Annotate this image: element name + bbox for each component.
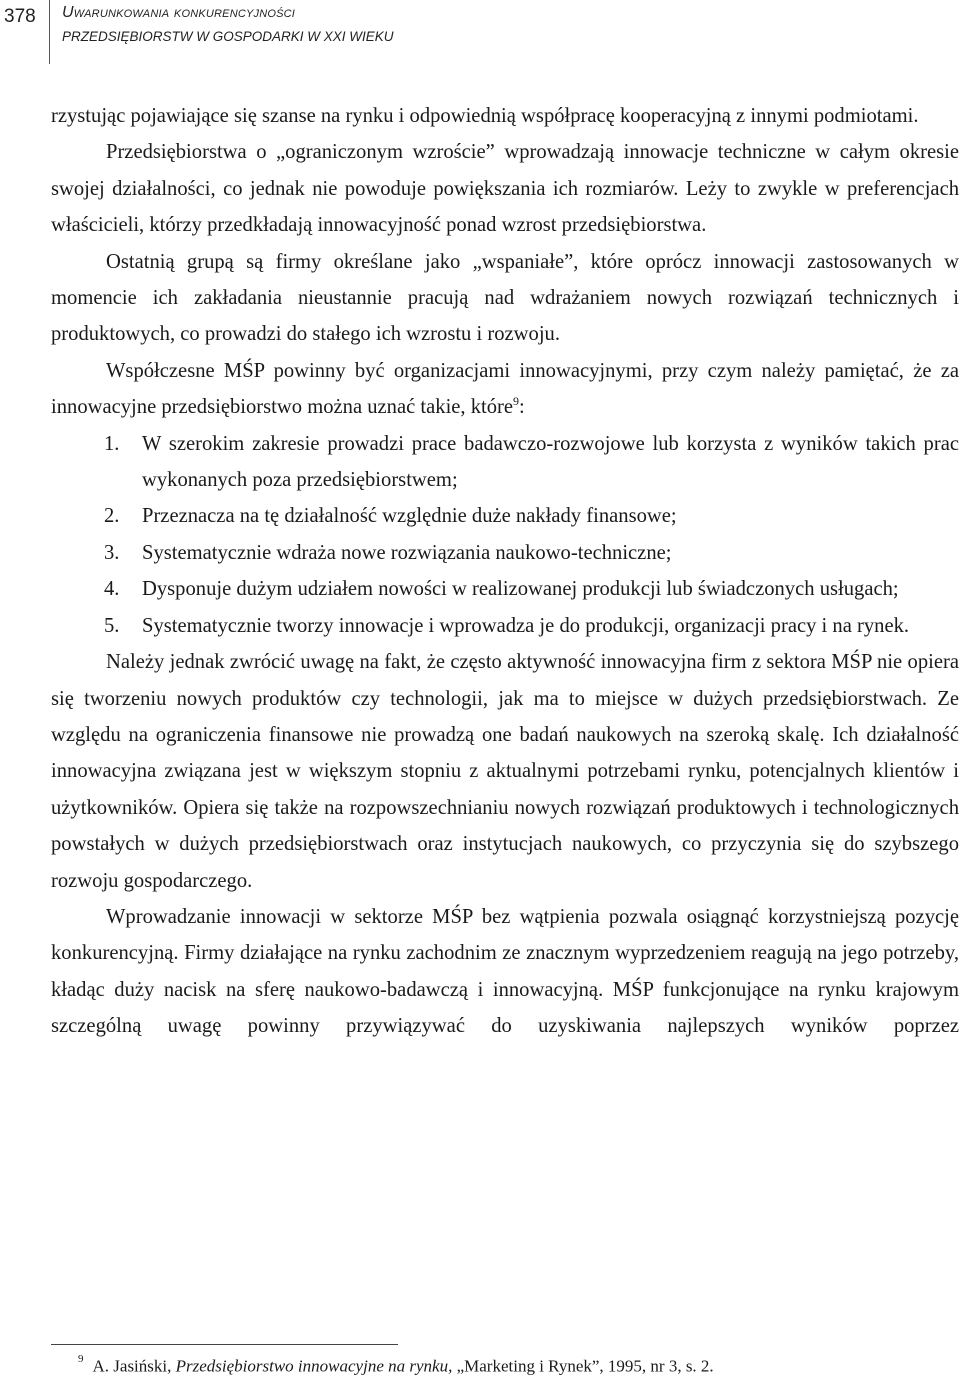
list-item <box>51 608 959 644</box>
footnote-source: „Marketing i Rynek”, 1995, nr 3, s. 2. <box>456 1356 714 1376</box>
list-text: W szerokim zakresie prowadzi prace badawczo-rozwojowe lub korzysta z wyników takich prac wykonanych poza przedsiębiorstwem; <box>142 432 959 492</box>
paragraph <box>51 353 959 426</box>
footnote <box>78 1351 938 1378</box>
list-text: Dysponuje dużym udziałem nowości w realizowanej produkcji lub świadczonych usługach; <box>142 578 899 601</box>
running-header <box>0 0 960 64</box>
header-divider <box>49 0 50 64</box>
paragraph: Ostatnią grupą są firmy określane jako „wspaniałe”, które oprócz innowacji zastosowanych w momencie ich zakładania nieustannie pracują nad wdrażaniem nowych rozwiązań technicznych i produktowych, co prowadzi do stałego ich wzrostu i rozwoju. <box>51 250 959 346</box>
list-number: 3. <box>104 541 120 564</box>
list-item <box>51 571 959 607</box>
footnote-title: Przedsiębiorstwo innowacyjne na rynku, <box>175 1356 453 1376</box>
list-text: Przeznacza na tę działalność względnie duże nakłady finansowe; <box>142 505 677 528</box>
paragraph-text: Współczesne MŚP powinny być organizacjami innowacyjnymi, przy czym należy pamiętać, że za innowacyjne przedsiębiorstwo można uznać takie, które <box>51 359 959 419</box>
footnote-author: A. Jasiński, <box>92 1356 172 1376</box>
list-number: 4. <box>104 578 120 601</box>
paragraph: Wprowadzanie innowacji w sektorze MŚP bez wątpienia pozwala osiągnąć korzystniejszą pozycję konkurencyjną. Firmy działające na rynku zachodnim ze znacznym wyprzedzeniem reagują na jego potrzeby, kładąc duży nacisk na sferę naukowo-badawczą i innowacyjną. MŚP funkcjonujące na rynku krajowym szczególną uwagę powinny przywiązywać do uzyskiwania najlepszych wyników poprzez <box>51 905 959 1038</box>
list-text: Systematycznie wdraża nowe rozwiązania naukowo-techniczne; <box>142 541 672 564</box>
paragraph-colon: : <box>519 396 525 419</box>
footnote-divider <box>51 1344 398 1345</box>
paragraph: rzystując pojawiające się szanse na rynku i odpowiednią współpracę kooperacyjną z innymi podmiotami. <box>51 105 919 127</box>
paragraph: Należy jednak zwrócić uwagę na fakt, że często aktywność innowacyjna firm z sektora MŚP nie opiera się tworzeniu nowych produktów czy technologii, jak ma to miejsce w dużych przedsiębiorstwach. Ze względu na ograniczenia finansowe nie prowadzą one badań naukowych na szeroką skalę. Ich działalność innowacyjna związana jest w większym stopniu z aktualnymi potrzebami rynku, potencjalnych klientów i użytkowników. Opiera się także na rozpowszechnianiu nowych rozwiązań produktowych i technologicznych powstałych w dużych przedsiębiorstwach oraz instytucjach naukowych, co przyczynia się do szybszego rozwoju gospodarczego. <box>51 651 959 892</box>
footnote-number: 9 <box>78 1353 84 1365</box>
list-item <box>51 498 959 534</box>
footnote-reference[interactable]: 9 <box>513 394 520 409</box>
running-title-line2: PRZEDSIĘBIORSTW W GOSPODARKI W XXI WIEKU <box>62 29 394 44</box>
list-item <box>51 535 959 571</box>
list-item <box>51 426 959 499</box>
list-number: 1. <box>104 432 120 455</box>
page-number: 378 <box>4 6 36 27</box>
running-title-line1: Uwarunkowania konkurencyjności <box>62 4 296 21</box>
running-title <box>62 3 394 47</box>
main-text <box>51 98 959 1045</box>
list-number: 2. <box>104 505 120 528</box>
paragraph: Przedsiębiorstwa o „ograniczonym wzroście” wprowadzają innowacje techniczne w całym okresie swojej działalności, co jednak nie powoduje powiększania ich rozmiarów. Leży to zwykle w preferencjach właścicieli, którzy przedkładają innowacyjność ponad wzrost przedsiębiorstwa. <box>51 141 959 237</box>
list-text: Systematycznie tworzy innowacje i wprowadza je do produkcji, organizacji pracy i na rynek. <box>142 614 910 637</box>
criteria-list <box>51 426 959 644</box>
list-number: 5. <box>104 614 120 637</box>
